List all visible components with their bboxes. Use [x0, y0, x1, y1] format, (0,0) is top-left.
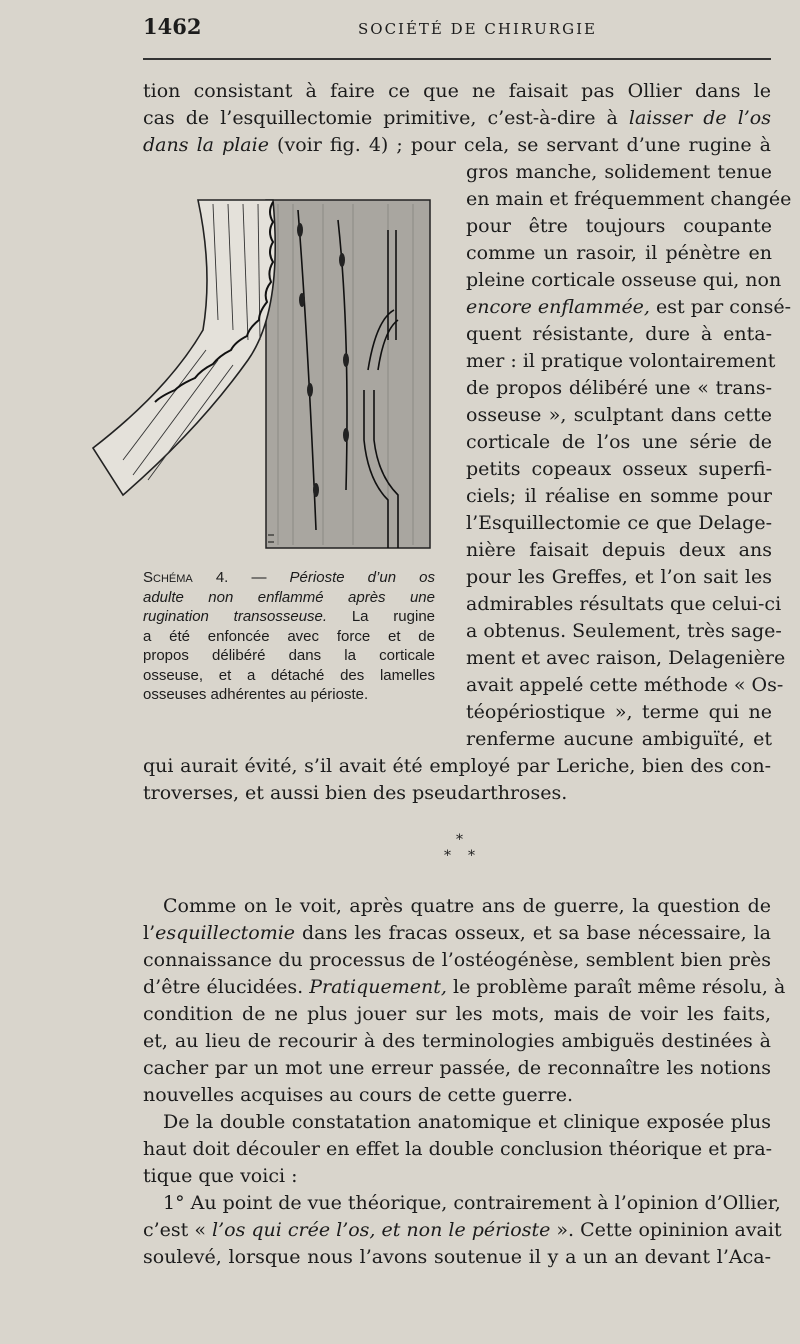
text-line: encore enflammée, est par consé-: [466, 296, 792, 318]
page-number: 1462: [143, 14, 202, 39]
text-line: tique que voici :: [143, 1165, 298, 1187]
text-line: téopériostique », terme qui ne: [466, 701, 772, 723]
text-line: Comme on le voit, après quatre ans de guerre, la question de: [163, 895, 771, 917]
text-line: l’Esquillectomie ce que Delage-: [466, 512, 772, 534]
text-line: osseuse », sculptant dans cette: [466, 404, 772, 426]
text-line: mer : il pratique volontairement: [466, 350, 776, 372]
text-line: haut doit découler en effet la double conclusion théorique et pra-: [143, 1138, 773, 1160]
text-line: de propos délibéré une « trans-: [466, 377, 772, 399]
text-line: De la double constatation anatomique et clinique exposée plus: [163, 1111, 771, 1133]
text-line: et, au lieu de recourir à des terminologies ambiguës destinées à: [143, 1030, 771, 1052]
section-separator: * * *: [444, 832, 475, 864]
figure-caption: Schéma 4. — Périoste d’un os adulte non enflammé après une rugination transosseuse. La rugine a été enfoncée avec force et de propos délibéré dans la corticale osseuse, et a détaché des lamelles osseuses adhérentes au périoste.: [143, 569, 436, 703]
text-line: c’est « l’os qui crée l’os, et non le périoste ». Cette opininion avait: [143, 1219, 782, 1241]
text-line: pleine corticale osseuse qui, non: [466, 269, 782, 291]
text-line: nouvelles acquises au cours de cette guerre.: [143, 1084, 574, 1106]
header-rule: [143, 58, 771, 60]
text-line: quent résistante, dure à enta-: [466, 323, 772, 345]
text-line: 1° Au point de vue théorique, contrairement à l’opinion d’Ollier,: [163, 1192, 781, 1214]
periosteum-figure: [88, 190, 434, 550]
running-title: SOCIÉTÉ DE CHIRURGIE: [358, 20, 597, 38]
text-line: pour les Greffes, et l’on sait les: [466, 566, 772, 588]
text-line: corticale de l’os une série de: [466, 431, 772, 453]
text-line: soulevé, lorsque nous l’avons soutenue il y a un an devant l’Aca-: [143, 1246, 771, 1268]
text-line: ment et avec raison, Delagenière: [466, 647, 786, 669]
text-line: d’être élucidées. Pratiquement, le problème paraît même résolu, à: [143, 976, 786, 998]
text-line: nière faisait depuis deux ans: [466, 539, 772, 561]
text-line: renferme aucune ambiguïté, et: [466, 728, 772, 750]
text-line: pour être toujours coupante: [466, 215, 772, 237]
text-line: ciels; il réalise en somme pour: [466, 485, 772, 507]
text-line: connaissance du processus de l’ostéogénèse, semblent bien près: [143, 949, 771, 971]
text-line: admirables résultats que celui-ci: [466, 593, 782, 615]
text-line: dans la plaie (voir fig. 4) ; pour cela, se servant d’une rugine à: [143, 134, 771, 156]
text-line: qui aurait évité, s’il avait été employé par Leriche, bien des con-: [143, 755, 771, 777]
text-line: en main et fréquemment changée: [466, 188, 792, 210]
caption-label: Schéma 4.: [143, 569, 229, 586]
text-line: avait appelé cette méthode « Os-: [466, 674, 784, 696]
text-line: comme un rasoir, il pénètre en: [466, 242, 772, 264]
text-line: troverses, et aussi bien des pseudarthroses.: [143, 782, 568, 804]
text-line: petits copeaux osseux superfi-: [466, 458, 772, 480]
text-line: condition de ne plus jouer sur les mots, mais de voir les faits,: [143, 1003, 771, 1025]
text-line: a obtenus. Seulement, très sage-: [466, 620, 782, 642]
text-line: gros manche, solidement tenue: [466, 161, 772, 183]
text-line: cas de l’esquillectomie primitive, c’est-à-dire à laisser de l’os: [143, 107, 771, 129]
text-line: cacher par un mot une erreur passée, de reconnaître les notions: [143, 1057, 771, 1079]
text-line: l’esquillectomie dans les fracas osseux, et sa base nécessaire, la: [143, 922, 771, 944]
text-line: tion consistant à faire ce que ne faisait pas Ollier dans le: [143, 80, 771, 102]
